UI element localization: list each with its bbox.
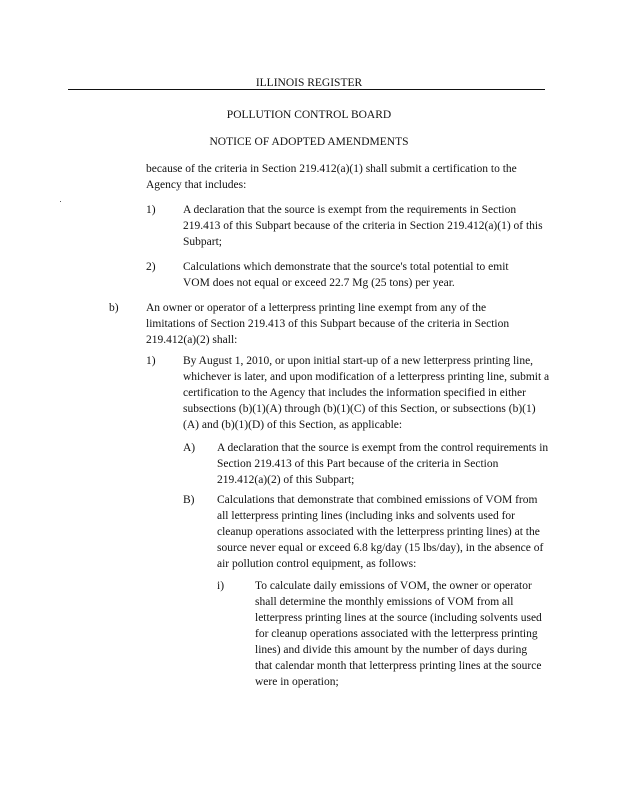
- intro-paragraph: because of the criteria in Section 219.412(a)(1) shall submit a certification to the Agency that includes:: [146, 163, 517, 191]
- b-text: An owner or operator of a letterpress printing line exempt from any of the limitations of Section 219.413 of this Subpart because of the criteria in Section 219.412(a)(2) shall:: [146, 302, 510, 346]
- a2-label: 2): [146, 261, 156, 273]
- scan-speck: [60, 201, 61, 202]
- b1-label: 1): [146, 355, 156, 367]
- b1-text: By August 1, 2010, or upon initial start-up of a new letterpress printing line, whichever is later, and upon modification of a letterpress printing line, submit a certification to the Agency that includes the information specified in either subsections (b)(1)(A) through (b)(1)(C) of this Section, or subsections (b)(1)(A) and (b)(1)(D) of this Section, as applicable:: [183, 355, 550, 431]
- b1A-text: A declaration that the source is exempt from the control requirements in Section 219.413 of this Part because of the criteria in Section 219.412(a)(2) of this Subpart;: [217, 442, 549, 486]
- a2-text: Calculations which demonstrate that the source's total potential to emit VOM does not equal or exceed 22.7 Mg (25 tons) per year.: [183, 261, 509, 289]
- b1Bi-label: i): [217, 580, 225, 592]
- b1B-label: B): [183, 494, 195, 506]
- header-rule: [68, 89, 545, 90]
- b1A-label: A): [183, 442, 196, 454]
- a1-text: A declaration that the source is exempt from the requirements in Section 219.413 of this Subpart because of the criteria in Section 219.412(a)(1) of this Subpart;: [183, 204, 543, 248]
- b1B-text: Calculations that demonstrate that combined emissions of VOM from all letterpress printing lines (including inks and solvents used for cleanup operations associated with the letterpress printing lines) at the source never equal or exceed 6.8 kg/day (15 lbs/day), in the absence of air pollution control equipment, as follows:: [217, 494, 544, 570]
- b1Bi-text: To calculate daily emissions of VOM, the owner or operator shall determine the monthly emissions of VOM from all letterpress printing lines at the source (including solvents used for cleanup operations associated with the letterpress printing lines) and divide this amount by the number of days during that calendar month that letterpress printing lines at the source were in operation;: [255, 580, 542, 688]
- notice-title: NOTICE OF ADOPTED AMENDMENTS: [209, 136, 409, 148]
- register-title: ILLINOIS REGISTER: [255, 77, 363, 89]
- board-title: POLLUTION CONTROL BOARD: [226, 109, 392, 121]
- a1-label: 1): [146, 204, 156, 216]
- b-label: b): [109, 302, 119, 314]
